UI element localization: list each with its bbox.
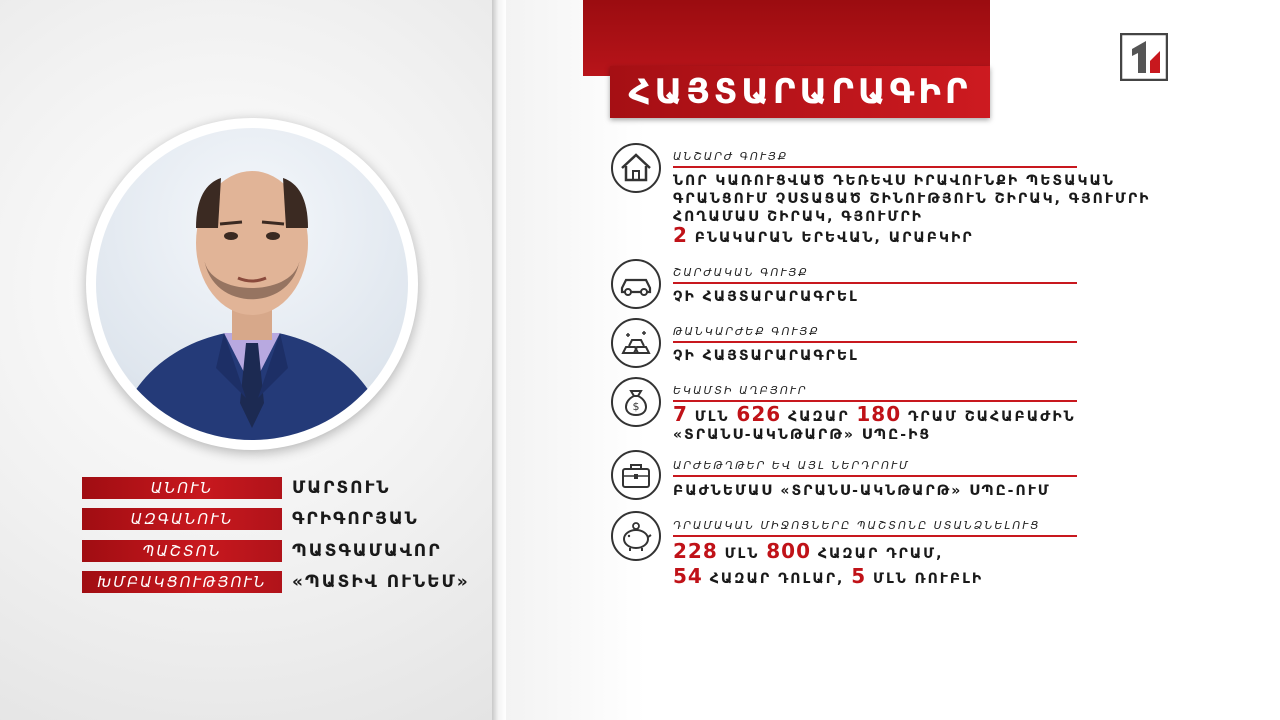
valuables-item-icon (611, 318, 661, 368)
item-text-line (673, 402, 1076, 426)
person-silhouette-icon (96, 128, 408, 440)
item-text-line: ՆՈՐ ԿԱՌՈՒՑՎԱԾ ԴԵՌԵՎՍ ԻՐԱՎՈՒՆՔԻ ՊԵՏԱԿԱՆ (673, 173, 1115, 189)
item-title: ԵԿԱՄՏԻ ԱՂԲՅՈՒՐ (673, 384, 808, 397)
item-title: ԱՐԺԵԹՂԹԵՐ ԵՎ ԱՅԼ ՆԵՐԴՐՈՒՄ (673, 459, 910, 472)
item-title: ԹԱՆԿԱՐԺԵՔ ԳՈՒՅՔ (673, 325, 820, 338)
piggy-bank-icon (613, 513, 659, 559)
highlight-number: 180 (856, 402, 902, 426)
item-divider (673, 535, 1077, 537)
item-text-fragment: ՄԼՆ (687, 409, 737, 425)
item-text-fragment: ՀԱԶԱՐ ԴՐԱՄ, (810, 546, 944, 562)
info-value: «ՊԱՏԻՎ ՈՒՆԵՄ» (292, 572, 470, 592)
briefcase-icon (613, 452, 659, 498)
movable-property-item-icon (611, 259, 661, 309)
item-text-fragment: ՀԱԶԱՐ (781, 409, 857, 425)
info-label: ԱԶԳԱՆՈՒՆ (82, 508, 282, 530)
info-label: ՊԱՇՏՈՆ (82, 540, 282, 562)
item-text-fragment: ՄԼՆ ՌՈՒԲԼԻ (866, 571, 984, 587)
item-text: ՉԻ ՀԱՅՏԱՐԱՐԱԳՐԵԼ (673, 348, 859, 364)
real-estate-item-icon (611, 143, 661, 193)
item-text-line (673, 223, 1150, 247)
gold-bars-icon (613, 320, 659, 366)
item-text-line: ՀՈՂԱՄԱՍ ՇԻՐԱԿ, ԳՅՈՒՄՐԻ (673, 209, 923, 225)
item-text-fragment: ԴՐԱՄ ՇԱՀԱԲԱԺԻՆ (901, 409, 1076, 425)
item-text-line (673, 565, 983, 590)
money-bag-icon (613, 379, 659, 425)
item-title: ԴՐԱՄԱԿԱՆ ՄԻՋՈՑՆԵՐԸ ՊԱՇՏՈՆԸ ՍՏԱՆՁՆԵԼՈՒՑ (673, 519, 1041, 532)
header-backdrop (583, 0, 990, 76)
cash-item-icon (611, 511, 661, 561)
highlight-number: 2 (673, 223, 688, 247)
info-label: ԽՄԲԱԿՑՈՒԹՅՈՒՆ (82, 571, 282, 593)
item-text: ԲԱԺՆԵՄԱՍ «ՏՐԱՆՍ-ԱԿՆԹԱՐԹ» ՍՊԸ-ՈՒՄ (673, 483, 1051, 499)
item-text-line (673, 540, 983, 565)
channel-logo (1120, 33, 1168, 81)
item-divider (673, 475, 1077, 477)
item-text-fragment: ՀԱԶԱՐ ԴՈԼԱՐ, (702, 571, 852, 587)
highlight-number: 800 (766, 539, 811, 563)
item-title: ՇԱՐԺԱԿԱՆ ԳՈՒՅՔ (673, 266, 809, 279)
item-divider (673, 341, 1077, 343)
income-item-icon (611, 377, 661, 427)
item-text (673, 402, 1076, 444)
item-text-line: «ՏՐԱՆՍ-ԱԿՆԹԱՐԹ» ՍՊԸ-ԻՑ (673, 427, 932, 443)
item-text-line: ԳՐԱՆՑՈՒՄ ՉՍՏԱՑԱԾ ՇԻՆՈՒԹՅՈՒՆ ՇԻՐԱԿ, ԳՅՈՒՄՐԻ (673, 191, 1151, 207)
item-text-fragment: ՄԼՆ (717, 546, 767, 562)
item-divider (673, 166, 1077, 168)
item-divider (673, 282, 1077, 284)
info-value: ՄԱՐՏՈՒՆ (292, 478, 391, 498)
highlight-number: 5 (851, 564, 867, 588)
item-text-fragment: ԲՆԱԿԱՐԱՆ ԵՐԵՎԱՆ, ԱՐԱԲԿԻՐ (687, 230, 974, 246)
highlight-number: 54 (673, 564, 703, 588)
house-icon (613, 145, 659, 191)
highlight-number: 626 (736, 402, 782, 426)
highlight-number: 7 (673, 402, 688, 426)
panel-divider (492, 0, 506, 720)
highlight-number: 228 (673, 539, 718, 563)
info-value: ԳՐԻԳՈՐՅԱՆ (292, 509, 419, 529)
info-value: ՊԱՏԳԱՄԱՎՈՐ (292, 541, 442, 561)
securities-item-icon (611, 450, 661, 500)
portrait-photo (96, 128, 408, 440)
item-title: ԱՆՇԱՐԺ ԳՈՒՅՔ (673, 150, 789, 163)
item-text: ՉԻ ՀԱՅՏԱՐԱՐԱԳՐԵԼ (673, 289, 859, 305)
car-icon (613, 261, 659, 307)
channel-one-logo-icon (1120, 33, 1168, 81)
page-title: ՀԱՅՏԱՐԱՐԱԳԻՐ (628, 72, 972, 112)
svg-text:$: $ (632, 400, 640, 413)
info-label: ԱՆՈՒՆ (82, 477, 282, 499)
item-text (673, 540, 983, 590)
item-text (673, 172, 1150, 247)
